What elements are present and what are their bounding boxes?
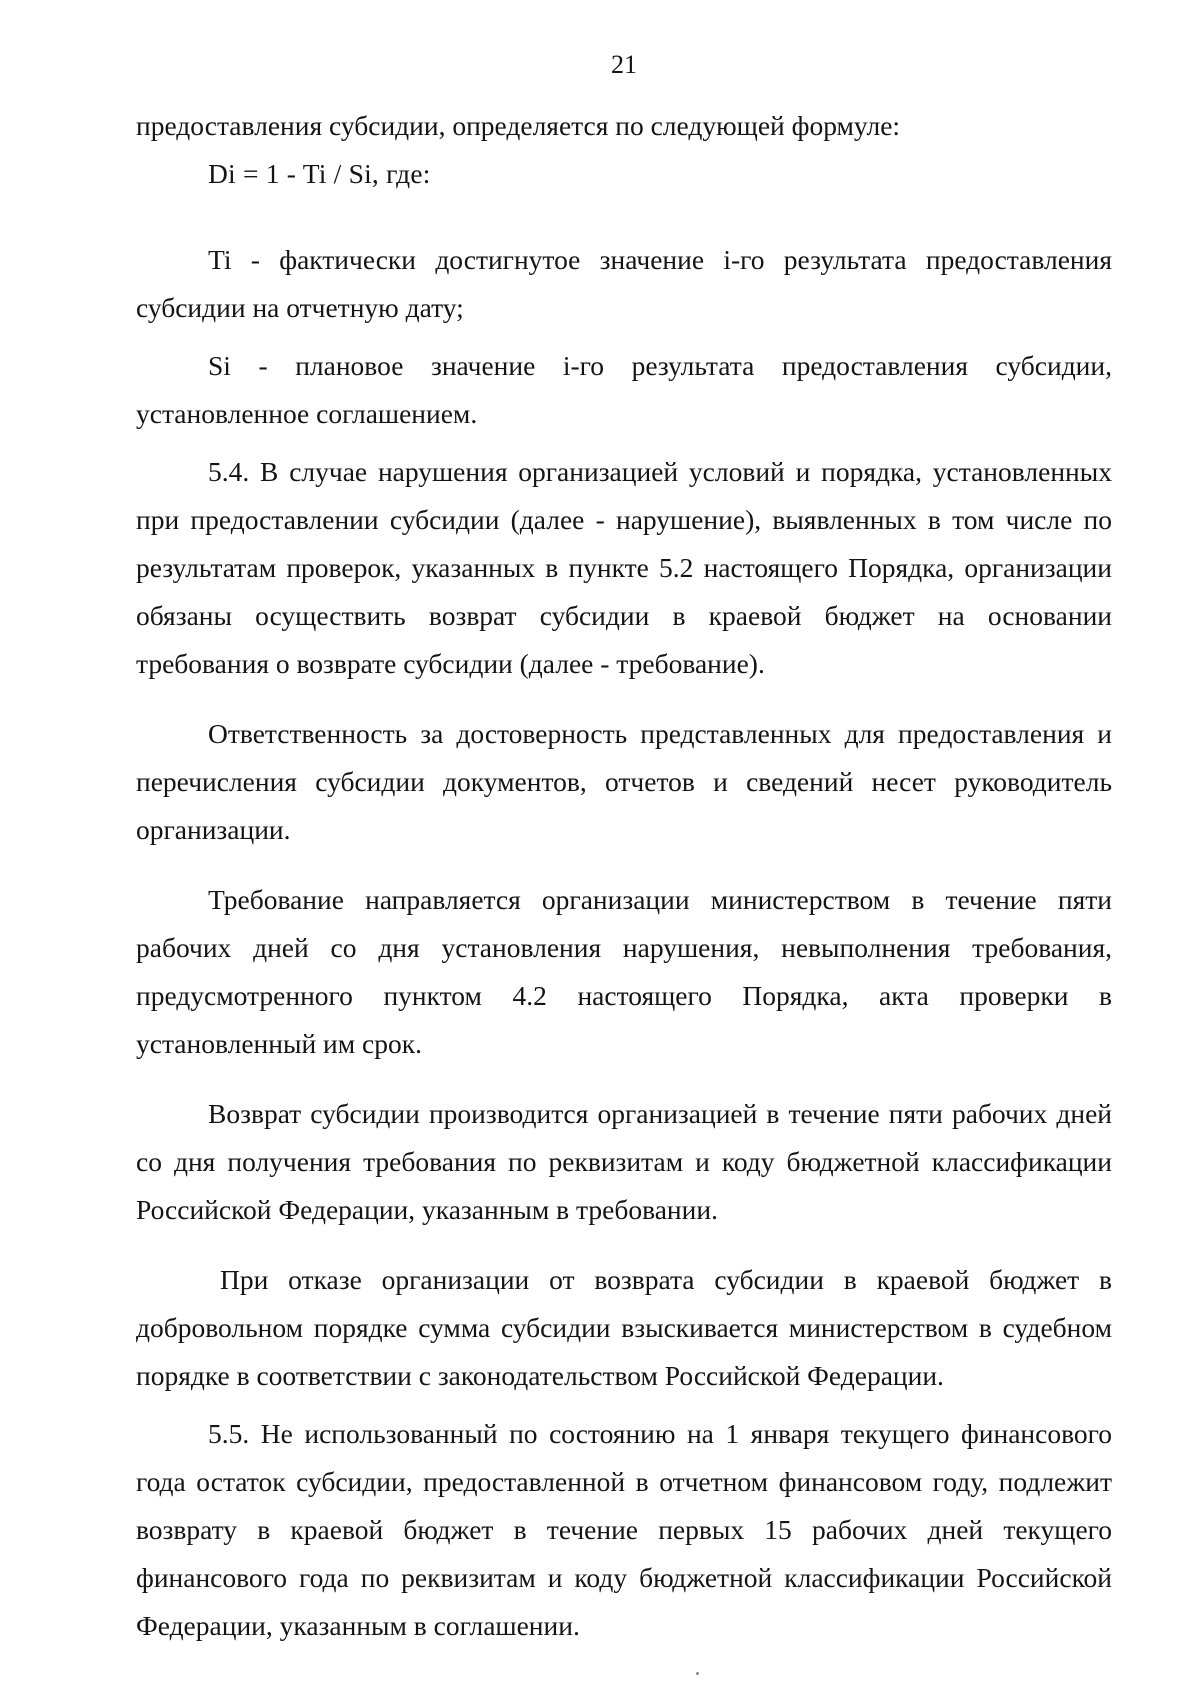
page-number: 21 [611, 50, 637, 79]
paragraph-subsidy-return: Возврат субсидии производится организацией в течение пяти рабочих дней со дня получения требования по реквизитам и коду бюджетной классификации Российской Федерации, указанным в требовании. [136, 1098, 1112, 1225]
paragraph-refusal: При отказе организации от возврата субсидии в краевой бюджет в добровольном порядке сумма субсидии взыскивается министерством в судебном порядке в соответствии с законодательством Российской Федерации. [136, 1264, 1112, 1391]
paragraph-ti-definition: Ti - фактически достигнутое значение i-го результата предоставления субсидии на отчетную дату; [136, 244, 1112, 323]
paragraph-responsibility: Ответственность за достоверность представленных для предоставления и перечисления субсидии документов, отчетов и сведений несет руководитель организации. [136, 718, 1112, 845]
paragraph-clause-5-4: 5.4. В случае нарушения организацией условий и порядка, установленных при предоставлении субсидии (далее - нарушение), выявленных в том числе по результатам проверок, указанных в пункте 5.2 настоящего Порядка, организации обязаны осуществить возврат субсидии в краевой бюджет на основании требования о возврате субсидии (далее - требование). [136, 456, 1112, 679]
paragraph-clause-5-5: 5.5. Не использованный по состоянию на 1 января текущего финансового года остаток субсидии, предоставленной в отчетном финансовом году, подлежит возврату в краевой бюджет в течение первых 15 рабочих дней текущего финансового года по реквизитам и коду бюджетной классификации Российской Федерации, указанным в соглашении. [136, 1418, 1112, 1641]
document-body [136, 102, 1112, 1650]
formula-di: Di = 1 - Ti / Si, где: [208, 158, 431, 189]
paragraph-si-definition: Si - плановое значение i-го результата предоставления субсидии, установленное соглашением. [136, 350, 1112, 429]
paragraph-formula-intro: предоставления субсидии, определяется по следующей формуле: [136, 110, 901, 141]
paragraph-requirement-sent: Требование направляется организации министерством в течение пяти рабочих дней со дня установления нарушения, невыполнения требования, предусмотренного пунктом 4.2 настоящего Порядка, акта проверки в установленный им срок. [136, 884, 1112, 1059]
scan-dot-mark [696, 1672, 699, 1675]
